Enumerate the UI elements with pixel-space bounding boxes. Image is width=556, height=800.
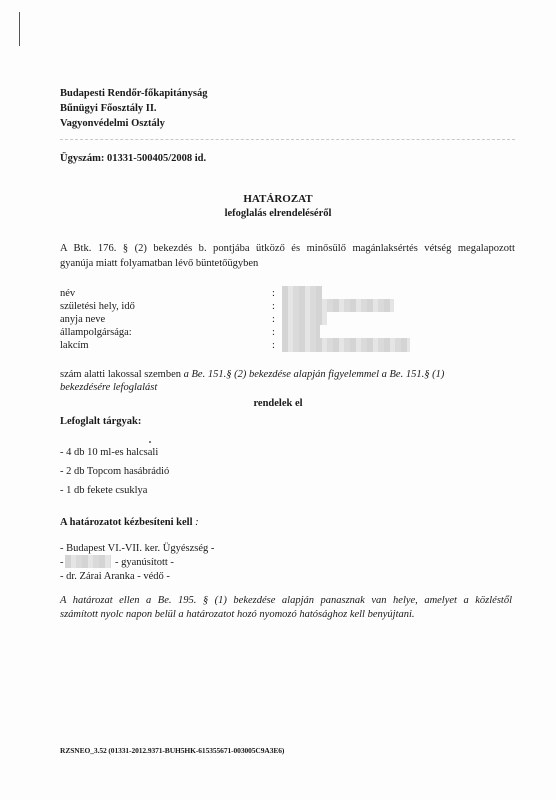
delivery-item-3: - dr. Zárai Aranka - védő - <box>60 571 170 582</box>
case-number: Ügyszám: 01331-500405/2008 id. <box>60 153 207 164</box>
header-line-3: Vagyonvédelmi Osztály <box>60 118 165 129</box>
intro-line-2: gyanúja miatt folyamatban lévő büntetőügyben <box>60 258 259 269</box>
appeal-line-2: számított nyolc napon belül a határozatot hozó nyomozó hatósághoz kell benyújtani. <box>60 609 415 620</box>
delivery-item-2: - gyanúsított - <box>115 557 174 568</box>
field-sep-mother: : <box>272 314 275 325</box>
footer-code: RZSNEO_3.52 (01331-2012.9371-BUH5HK-615355671-003005C9A3E6) <box>60 746 285 755</box>
field-label-address: lakcím <box>60 340 89 351</box>
field-sep-birth: : <box>272 301 275 312</box>
header-line-1: Budapesti Rendőr-főkapitányság <box>60 88 208 99</box>
seized-item-2: - 2 db Topcom hasábrádió <box>60 466 170 477</box>
redacted-mother <box>282 312 327 325</box>
basis-line-1 <box>60 368 444 381</box>
redacted-birth <box>282 299 394 312</box>
redacted-name <box>282 286 322 299</box>
redacted-suspect <box>65 555 111 568</box>
delivery-heading-line <box>60 516 199 529</box>
delivery-prefix: - <box>60 557 64 568</box>
appeal-line-1: A határozat ellen a Be. 195. § (1) bekezdése alapján panasznak van helye, amelyet a közléstől <box>60 595 512 606</box>
delivery-colon: : <box>195 517 199 528</box>
header-line-2: Bűnügyi Főosztály II. <box>60 103 157 114</box>
stray-dot <box>149 441 151 443</box>
field-sep-address: : <box>272 340 275 351</box>
delivery-item-1: - Budapest VI.-VII. ker. Ügyészség - <box>60 543 215 554</box>
field-label-birth: születési hely, idő <box>60 301 135 312</box>
seized-item-3: - 1 db fekete csuklya <box>60 485 148 496</box>
field-sep-citizenship: : <box>272 327 275 338</box>
field-sep-name: : <box>272 288 275 299</box>
basis-line-2: bekezdésére lefoglalást <box>60 382 158 393</box>
basis-text-normal: szám alatti lakossal szemben <box>60 369 184 380</box>
header-divider <box>60 139 515 140</box>
delivery-heading: A határozatot kézbesíteni kell <box>60 517 193 528</box>
margin-mark <box>19 12 20 46</box>
document-subtitle: lefoglalás elrendeléséről <box>224 208 332 219</box>
document-title: HATÁROZAT <box>243 193 313 205</box>
seized-heading: Lefoglalt tárgyak: <box>60 416 142 427</box>
redacted-citizenship <box>282 325 320 338</box>
field-label-citizenship: állampolgársága: <box>60 327 132 338</box>
redacted-address <box>282 338 410 352</box>
field-label-name: név <box>60 288 76 299</box>
field-label-mother: anyja neve <box>60 314 106 325</box>
intro-line-1: A Btk. 176. § (2) bekezdés b. pontjába ütköző és minősülő magánlaksértés vétség megalapozott <box>60 243 515 254</box>
basis-text-italic: a Be. 151.§ (2) bekezdése alapján figyelemmel a Be. 151.§ (1) <box>183 369 445 380</box>
decree: rendelek el <box>253 398 303 409</box>
seized-item-1: - 4 db 10 ml-es halcsali <box>60 447 159 458</box>
